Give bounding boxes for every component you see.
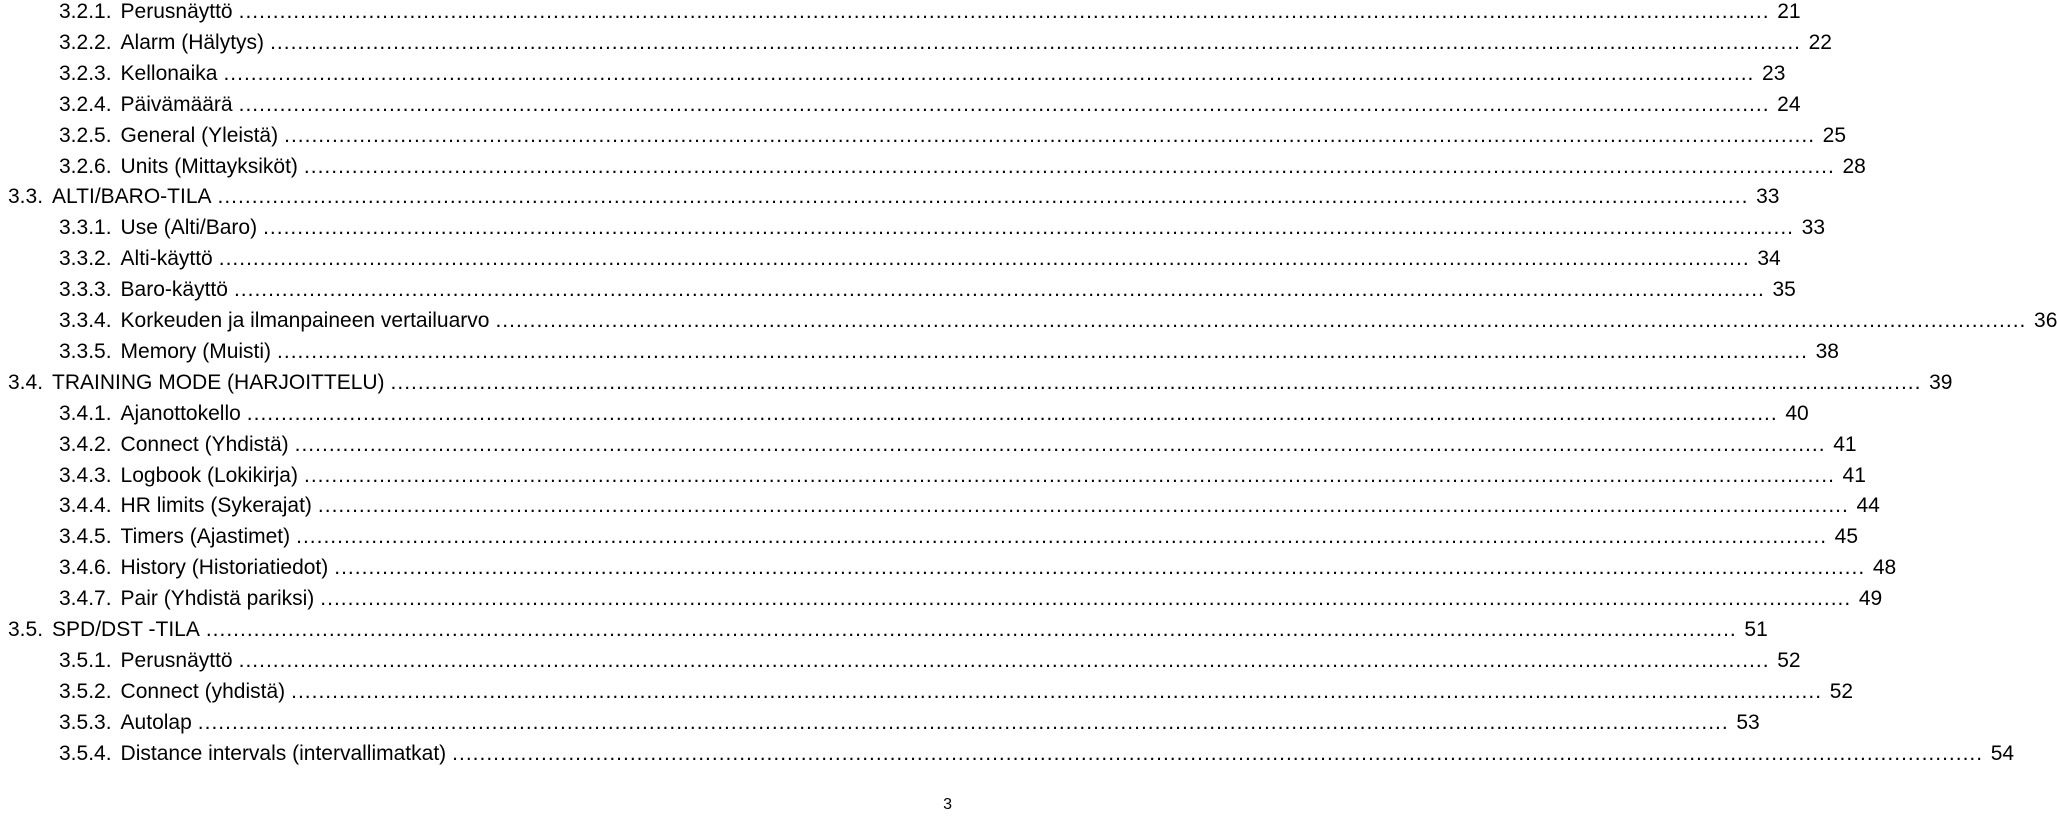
toc-entry-title: Connect (yhdistä) xyxy=(120,679,286,703)
toc-dot-leader xyxy=(218,181,1749,213)
toc-dot-leader xyxy=(284,120,1815,152)
toc-entry[interactable] xyxy=(0,429,1857,461)
toc-entry-number: 3.5. xyxy=(8,618,44,641)
toc-entry[interactable] xyxy=(0,738,2015,770)
toc-dot-leader xyxy=(247,398,1778,430)
toc-entry-number: 3.2.2. xyxy=(59,30,112,54)
toc-entry-title: Perusnäyttö xyxy=(120,648,233,672)
toc-entry-number: 3.3.1. xyxy=(59,216,112,240)
toc-entry-number: 3.4. xyxy=(8,370,44,394)
toc-entry-title: Alarm (Hälytys) xyxy=(120,30,265,54)
toc-dot-leader xyxy=(270,27,1801,59)
toc-entry-title: Perusnäyttö xyxy=(120,0,233,23)
toc-entry-title: Use (Alti/Baro) xyxy=(120,216,258,240)
toc-dot-leader xyxy=(295,429,1826,461)
toc-entry-page: 21 xyxy=(1777,0,1801,23)
toc-dot-leader xyxy=(263,212,1794,244)
toc-entry-page: 33 xyxy=(1801,216,1825,240)
toc-entry-title: Memory (Muisti) xyxy=(120,339,272,363)
toc-entry-number: 3.3.3. xyxy=(59,278,112,302)
page-number: 3 xyxy=(943,796,952,813)
toc-entry[interactable] xyxy=(0,89,1801,121)
toc-entry[interactable] xyxy=(0,181,1780,213)
toc-entry-title: General (Yleistä) xyxy=(120,123,279,147)
toc-dot-leader xyxy=(277,336,1808,368)
toc-entry-title: Alti-käyttö xyxy=(120,247,213,271)
toc-dot-leader xyxy=(320,583,1851,615)
toc-entry-number: 3.3.4. xyxy=(59,309,112,332)
toc-entry-page: 23 xyxy=(1762,61,1786,85)
toc-dot-leader xyxy=(296,521,1827,553)
toc-entry[interactable] xyxy=(0,367,1953,399)
toc-entry-page: 34 xyxy=(1757,247,1781,271)
toc-entry-number: 3.2.6. xyxy=(59,154,112,178)
toc-entry-page: 28 xyxy=(1842,154,1866,178)
toc-entry[interactable] xyxy=(0,120,1847,152)
toc-entry[interactable] xyxy=(0,676,1854,708)
toc-entry-page: 38 xyxy=(1815,339,1839,363)
toc-dot-leader xyxy=(318,490,1849,522)
toc-dot-leader xyxy=(239,0,1770,28)
toc-entry-page: 36 xyxy=(2034,309,2057,332)
toc-entry-page: 22 xyxy=(1808,30,1832,54)
toc-entry-page: 44 xyxy=(1856,494,1880,518)
toc-entry-number: 3.4.1. xyxy=(59,401,112,425)
toc-entry-title: HR limits (Sykerajat) xyxy=(120,494,312,518)
toc-entry-title: Timers (Ajastimet) xyxy=(120,525,291,549)
toc-entry-number: 3.4.7. xyxy=(59,587,112,611)
toc-entry-page: 52 xyxy=(1829,679,1854,703)
toc-entry-page: 45 xyxy=(1834,525,1859,549)
toc-entry[interactable] xyxy=(0,151,1866,183)
toc-entry-title: History (Historiatiedot) xyxy=(120,556,329,580)
toc-entry[interactable] xyxy=(0,490,1880,522)
toc-entry-page: 49 xyxy=(1858,587,1883,611)
toc-entry-title: Pair (Yhdistä pariksi) xyxy=(120,587,315,611)
toc-entry[interactable] xyxy=(0,336,1839,368)
toc-entry-number: 3.2.3. xyxy=(59,61,112,85)
toc-dot-leader xyxy=(391,367,1922,399)
toc-entry[interactable] xyxy=(0,0,1801,28)
toc-entry[interactable] xyxy=(0,58,1786,90)
toc-entry-number: 3.2.1. xyxy=(59,0,112,23)
toc-entry-number: 3.3.2. xyxy=(59,247,112,271)
toc-entry[interactable] xyxy=(0,274,1796,306)
toc-entry-number: 3.5.1. xyxy=(59,648,112,672)
toc-entry-page: 48 xyxy=(1872,556,1897,580)
toc-entry-page: 41 xyxy=(1842,463,1866,487)
toc-entry[interactable] xyxy=(0,460,1866,492)
toc-entry-page: 24 xyxy=(1777,92,1801,116)
toc-entry-number: 3.3.5. xyxy=(59,339,112,363)
toc-entry[interactable] xyxy=(0,243,1781,275)
toc-entry-title: Päivämäärä xyxy=(120,92,233,116)
toc-entry-page: 51 xyxy=(1744,618,1768,641)
toc-entry-title: Ajanottokello xyxy=(120,401,241,425)
toc-entry-number: 3.5.2. xyxy=(59,679,112,703)
toc-entry-title: Baro-käyttö xyxy=(120,278,228,302)
toc-dot-leader xyxy=(234,274,1765,306)
toc-entry-title: Connect (Yhdistä) xyxy=(120,432,289,456)
toc-dot-leader xyxy=(334,552,1865,584)
toc-entry-title: Distance intervals (intervallimatkat) xyxy=(120,741,447,765)
toc-entry-number: 3.2.5. xyxy=(59,123,112,147)
toc-dot-leader xyxy=(291,676,1822,708)
toc-dot-leader xyxy=(495,305,2026,337)
toc-entry-page: 33 xyxy=(1756,185,1780,209)
toc-entry-title: Kellonaika xyxy=(120,61,218,85)
toc-entry-number: 3.4.5. xyxy=(59,525,112,549)
toc-entry-title: Units (Mittayksiköt) xyxy=(120,154,298,178)
toc-entry-page: 39 xyxy=(1929,370,1953,394)
toc-entry-number: 3.4.4. xyxy=(59,494,112,518)
toc-dot-leader xyxy=(239,645,1770,677)
toc-dot-leader xyxy=(206,614,1737,646)
toc-dot-leader xyxy=(304,151,1835,183)
toc-entry-page: 40 xyxy=(1785,401,1809,425)
toc-dot-leader xyxy=(304,460,1835,492)
toc-entry[interactable] xyxy=(0,212,1825,244)
toc-entry-title: TRAINING MODE (HARJOITTELU) xyxy=(52,370,385,394)
toc-entry-page: 35 xyxy=(1772,278,1796,302)
toc-entry-page: 54 xyxy=(1990,741,2015,765)
toc-entry-title: ALTI/BARO-TILA xyxy=(52,185,212,209)
toc-entry-title: Autolap xyxy=(120,710,192,734)
toc-entry[interactable] xyxy=(0,645,1801,677)
toc-entry[interactable] xyxy=(0,583,1883,615)
toc-entry[interactable] xyxy=(0,305,2057,337)
toc-entry[interactable] xyxy=(0,552,1897,584)
toc-dot-leader xyxy=(219,243,1750,275)
toc-dot-leader xyxy=(452,738,1983,770)
toc-dot-leader xyxy=(223,58,1754,90)
toc-entry-page: 52 xyxy=(1777,648,1801,672)
toc-entry-page: 25 xyxy=(1822,123,1847,147)
toc-entry-title: SPD/DST -TILA xyxy=(52,618,200,641)
toc-entry[interactable] xyxy=(0,27,1832,59)
toc-entry-page: 53 xyxy=(1736,710,1760,734)
toc-entry[interactable] xyxy=(0,614,1768,646)
toc-dot-leader xyxy=(198,707,1729,739)
toc-entry-page: 41 xyxy=(1833,432,1857,456)
toc-entry[interactable] xyxy=(0,398,1809,430)
toc-entry[interactable] xyxy=(0,521,1859,553)
toc-dot-leader xyxy=(239,89,1770,121)
toc-entry-number: 3.4.3. xyxy=(59,463,112,487)
toc-entry-number: 3.2.4. xyxy=(59,92,112,116)
toc-entry-number: 3.4.6. xyxy=(59,556,112,580)
toc-entry-number: 3.4.2. xyxy=(59,432,112,456)
toc-entry-title: Korkeuden ja ilmanpaineen vertailuarvo xyxy=(120,309,490,332)
toc-entry-number: 3.3. xyxy=(8,185,44,209)
toc-entry-number: 3.5.3. xyxy=(59,710,112,734)
toc-entry-number: 3.5.4. xyxy=(59,741,112,765)
toc-entry[interactable] xyxy=(0,707,1760,739)
toc-entry-title: Logbook (Lokikirja) xyxy=(120,463,298,487)
